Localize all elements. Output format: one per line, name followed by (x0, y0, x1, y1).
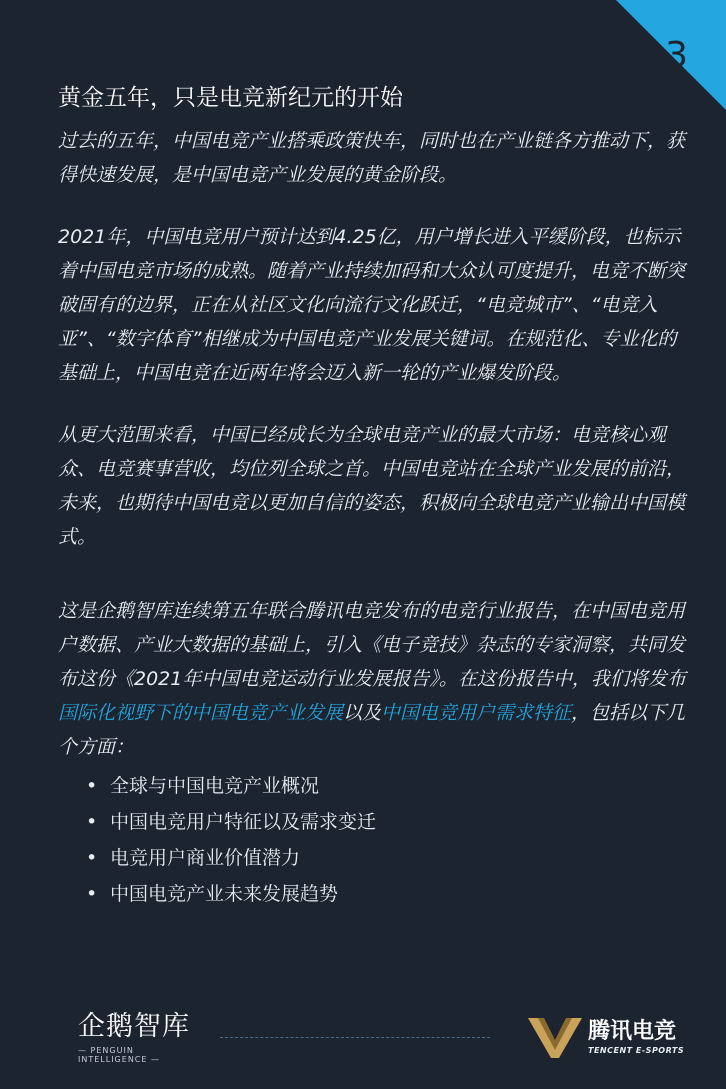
penguin-logo-text: 企鹅智库 (78, 1011, 190, 1042)
list-item: • 中国电竞用户特征以及需求变迁 (86, 804, 688, 840)
tencent-esports-text: 腾讯电竞 (588, 1019, 677, 1044)
intro-paragraph (58, 594, 688, 764)
intro-text-middle: 以及 (343, 702, 382, 724)
highlight-user-needs: 中国电竞用户需求特征 (381, 702, 572, 724)
penguin-intelligence-logo (78, 1010, 198, 1064)
list-item: • 中国电竞产业未来发展趋势 (86, 876, 688, 912)
section-title: 黄金五年，只是电竞新纪元的开始 (58, 85, 403, 111)
intro-text-before: 这是企鹅智库连续第五年联合腾讯电竞发布的电竞行业报告，在中国电竞用户数据、产业大数据的基础上，引入《电子竞技》杂志的专家洞察，共同发布这份《2021年中国电竞运动行业发展报告》。在这份报告中，我们将发布 (58, 600, 686, 690)
penguin-logo-subtext: — PENGUIN INTELLIGENCE — (78, 1046, 160, 1064)
main-content (58, 80, 688, 912)
paragraph-1: 过去的五年，中国电竞产业搭乘政策快车，同时也在产业链各方推动下，获得快速发展，是中国电竞产业发展的黄金阶段。 (58, 130, 686, 186)
list-item: • 电竞用户商业价值潜力 (86, 840, 688, 876)
footer-divider (220, 1037, 490, 1038)
list-item: • 全球与中国电竞产业概况 (86, 768, 688, 804)
page-number: 3 (665, 35, 688, 76)
topic-list (58, 768, 688, 912)
tencent-esports-logo (528, 1012, 698, 1064)
footer (0, 1010, 726, 1070)
paragraph-3: 从更大范围来看，中国已经成长为全球电竞产业的最大市场：电竞核心观众、电竞赛事营收，均位列全球之首。中国电竞站在全球产业发展的前沿，未来，也期待中国电竞以更加自信的姿态，积极向全球电竞产业输出中国模式。 (58, 424, 686, 548)
intro-text-after: ，包括以下几个方面： (58, 702, 686, 758)
paragraph-2: 2021年，中国电竞用户预计达到4.25亿，用户增长进入平缓阶段，也标示着中国电竞市场的成熟。随着产业持续加码和大众认可度提升，电竞不断突破固有的边界，正在从社区文化向流行文化跃迁，“电竞城市”、“电竞入亚”、“数字体育”相继成为中国电竞产业发展关键词。在规范化、专业化的基础上，中国电竞在近两年将会迈入新一轮的产业爆发阶段。 (58, 226, 686, 384)
highlight-global-industry: 国际化视野下的中国电竞产业发展 (58, 702, 344, 724)
tencent-esports-subtext: TENCENT E-SPORTS (588, 1046, 685, 1055)
tencent-esports-v-icon (528, 1018, 582, 1058)
